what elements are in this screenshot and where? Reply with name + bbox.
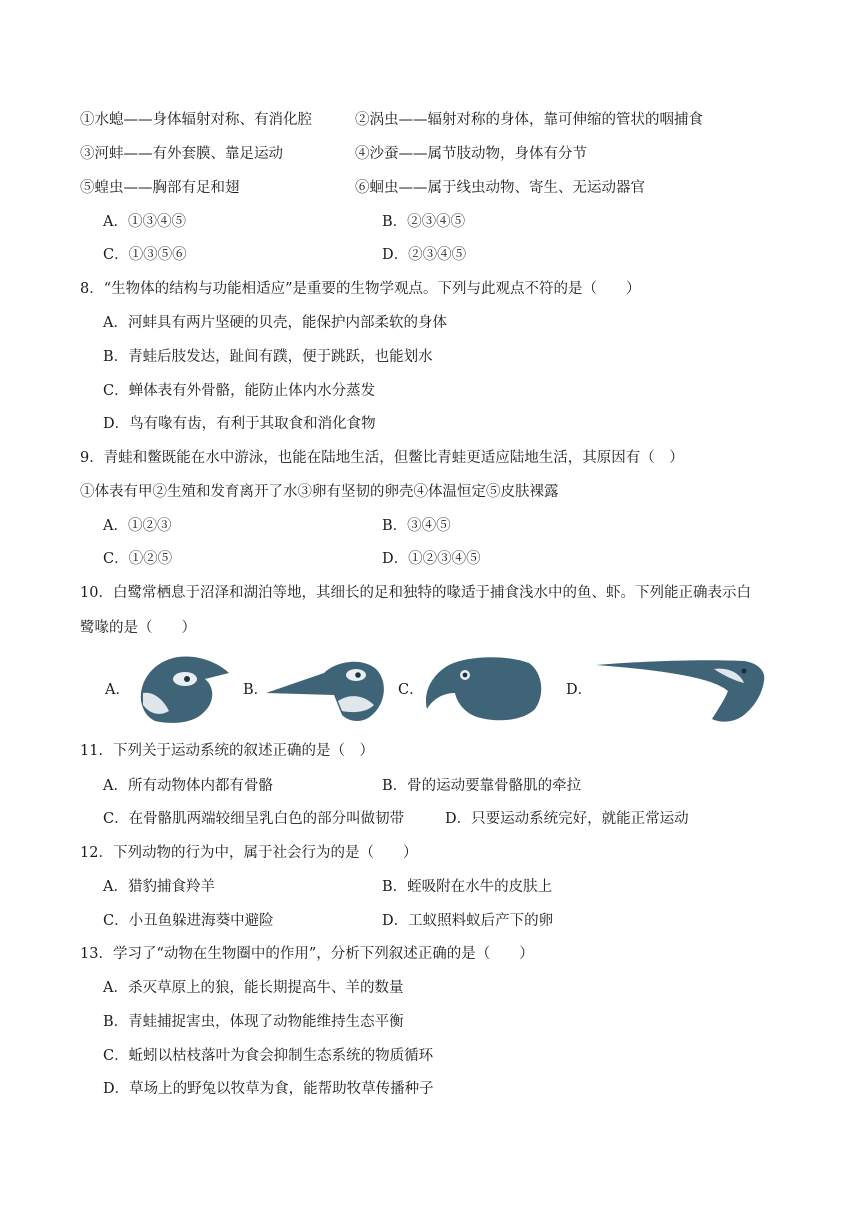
q12-option-c: C．小丑鱼躲进海葵中避险 <box>103 913 274 929</box>
q7-item-2: ②涡虫——辐射对称的身体，靠可伸缩的管状的咽捕食 <box>355 112 703 128</box>
q12-stem: 12．下列动物的行为中，属于社会行为的是（ ） <box>80 845 418 861</box>
q12-option-a: A．猎豹捕食羚羊 <box>103 879 215 895</box>
q9-stem: 9．青蛙和鳖既能在水中游泳，也能在陆地生活，但鳖比青蛙更适应陆地生活，其原因有（ ） <box>80 450 684 466</box>
q7-item-3: ③河蚌——有外套膜、靠足运动 <box>80 146 283 162</box>
q7-item-6: ⑥蛔虫——属于线虫动物、寄生、无运动器官 <box>355 180 645 196</box>
q7-option-a: A．①③④⑤ <box>103 214 186 230</box>
q10-label-d: D． <box>566 682 593 698</box>
bird-head-b-image <box>264 651 394 725</box>
q12-option-b: B．蛭吸附在水牛的皮肤上 <box>382 879 553 895</box>
q13-stem: 13．学习了“动物在生物圈中的作用”，分析下列叙述正确的是（ ） <box>80 946 534 962</box>
q8-stem: 8．“生物体的结构与功能相适应”是重要的生物学观点。下列与此观点不符的是（ ） <box>80 281 641 297</box>
q9-option-d: D．①②③④⑤ <box>382 551 481 567</box>
q9-option-c: C．①②⑤ <box>103 551 173 567</box>
q9-option-b: B．③④⑤ <box>382 518 451 534</box>
q10-label-b: B． <box>243 682 269 698</box>
bird-head-a-image <box>133 651 233 725</box>
q12-option-d: D．工蚁照料蚁后产下的卵 <box>382 913 554 929</box>
q11-option-b: B．骨的运动要靠骨骼肌的牵拉 <box>382 778 582 794</box>
q10-stem-line1: 10．白鹭常栖息于沼泽和湖泊等地，其细长的足和独特的喙适于捕食浅水中的鱼、虾。下列能正确表示白 <box>80 585 751 601</box>
q7-option-b: B．②③④⑤ <box>382 214 466 230</box>
q10-label-c: C． <box>398 682 424 698</box>
q13-option-d: D．草场上的野兔以牧草为食，能帮助牧草传播种子 <box>103 1081 434 1097</box>
q13-option-c: C．蚯蚓以枯枝落叶为食会抑制生态系统的物质循环 <box>103 1048 434 1064</box>
q8-option-d: D．鸟有喙有齿，有利于其取食和消化食物 <box>103 416 376 432</box>
q9-statements: ①体表有甲②生殖和发育离开了水③卵有坚韧的卵壳④体温恒定⑤皮肤裸露 <box>80 484 559 500</box>
q11-option-a: A．所有动物体内都有骨骼 <box>103 778 273 794</box>
bird-head-d-image <box>594 651 774 725</box>
q9-option-a: A．①②③ <box>103 518 172 534</box>
q7-option-d: D．②③④⑤ <box>382 247 467 263</box>
q11-stem: 11．下列关于运动系统的叙述正确的是（ ） <box>80 743 374 759</box>
q13-option-a: A．杀灭草原上的狼，能长期提高牛、羊的数量 <box>103 980 404 996</box>
q10-stem-line2: 鹭喙的是（ ） <box>80 620 196 636</box>
q11-option-d: D．只要运动系统完好，就能正常运动 <box>445 811 689 827</box>
q7-option-c: C．①③⑤⑥ <box>103 247 187 263</box>
q10-label-a: A． <box>105 682 130 698</box>
q11-option-c: C．在骨骼肌两端较细呈乳白色的部分叫做韧带 <box>103 811 405 827</box>
q8-option-b: B．青蛙后肢发达，趾间有蹼，便于跳跃，也能划水 <box>103 349 433 365</box>
q8-option-c: C．蝉体表有外骨骼，能防止体内水分蒸发 <box>103 383 376 399</box>
q13-option-b: B．青蛙捕捉害虫，体现了动物能维持生态平衡 <box>103 1014 404 1030</box>
q8-option-a: A．河蚌具有两片坚硬的贝壳，能保护内部柔软的身体 <box>103 315 447 331</box>
q7-item-1: ①水螅——身体辐射对称、有消化腔 <box>80 112 312 128</box>
q7-item-4: ④沙蚕——属节肢动物，身体有分节 <box>355 146 587 162</box>
q7-item-5: ⑤蝗虫——胸部有足和翅 <box>80 180 240 196</box>
bird-head-c-image <box>421 651 547 725</box>
